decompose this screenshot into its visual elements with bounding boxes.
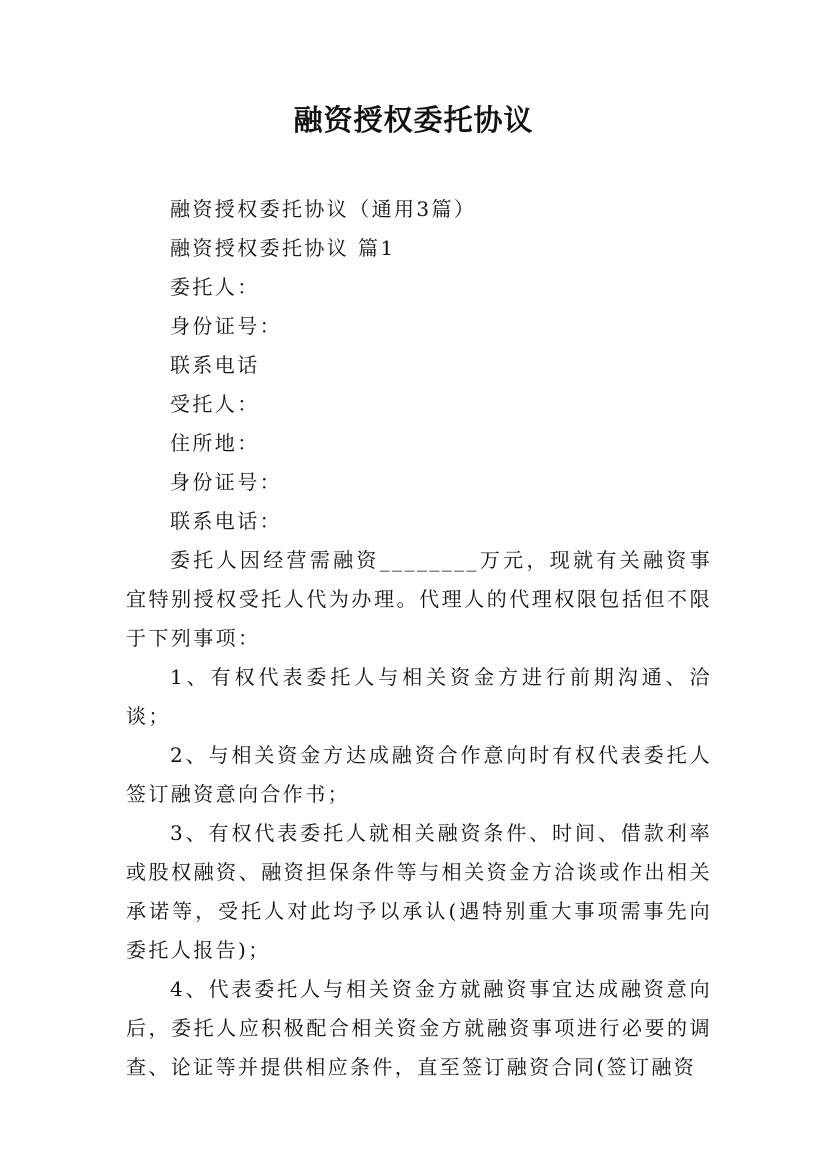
principal-id-label: 身份证号： [170,314,282,338]
agent-id-label: 身份证号： [170,470,282,494]
agent-phone-label: 联系电话： [170,509,282,533]
clause-4: 4、代表委托人与相关资金方就融资事宜达成融资意向后，委托人应积极配合相关资金方就融资事项进行必要的调查、论证等并提供相应条件，直至签订融资合同(签订融资 [126,977,712,1079]
agent-address-label: 住所地： [170,431,260,455]
document-body [126,190,712,1087]
clause-3: 3、有权代表委托人就相关融资条件、时间、借款利率或股权融资、融资担保条件等与相关资金方洽谈或作出相关承诺等，受托人对此均予以承认(遇特别重大事项需事先向委托人报告)； [126,821,712,962]
authorization-paragraph: 委托人因经营需融资________万元，现就有关融资事宜特别授权受托人代为办理。代理人的代理权限包括但不限于下列事项： [126,548,712,650]
agent-label: 受托人： [170,392,260,416]
document-title: 融资授权委托协议 [293,103,534,137]
clause-1: 1、有权代表委托人与相关资金方进行前期沟通、洽谈； [126,665,712,728]
principal-label: 委托人： [170,275,260,299]
subtitle-line: 融资授权委托协议（通用3篇） [170,197,477,221]
clause-2: 2、与相关资金方达成融资合作意向时有权代表委托人签订融资意向合作书； [126,743,712,806]
principal-phone-label: 联系电话 [170,353,260,377]
section-heading: 融资授权委托协议 篇1 [170,236,396,260]
